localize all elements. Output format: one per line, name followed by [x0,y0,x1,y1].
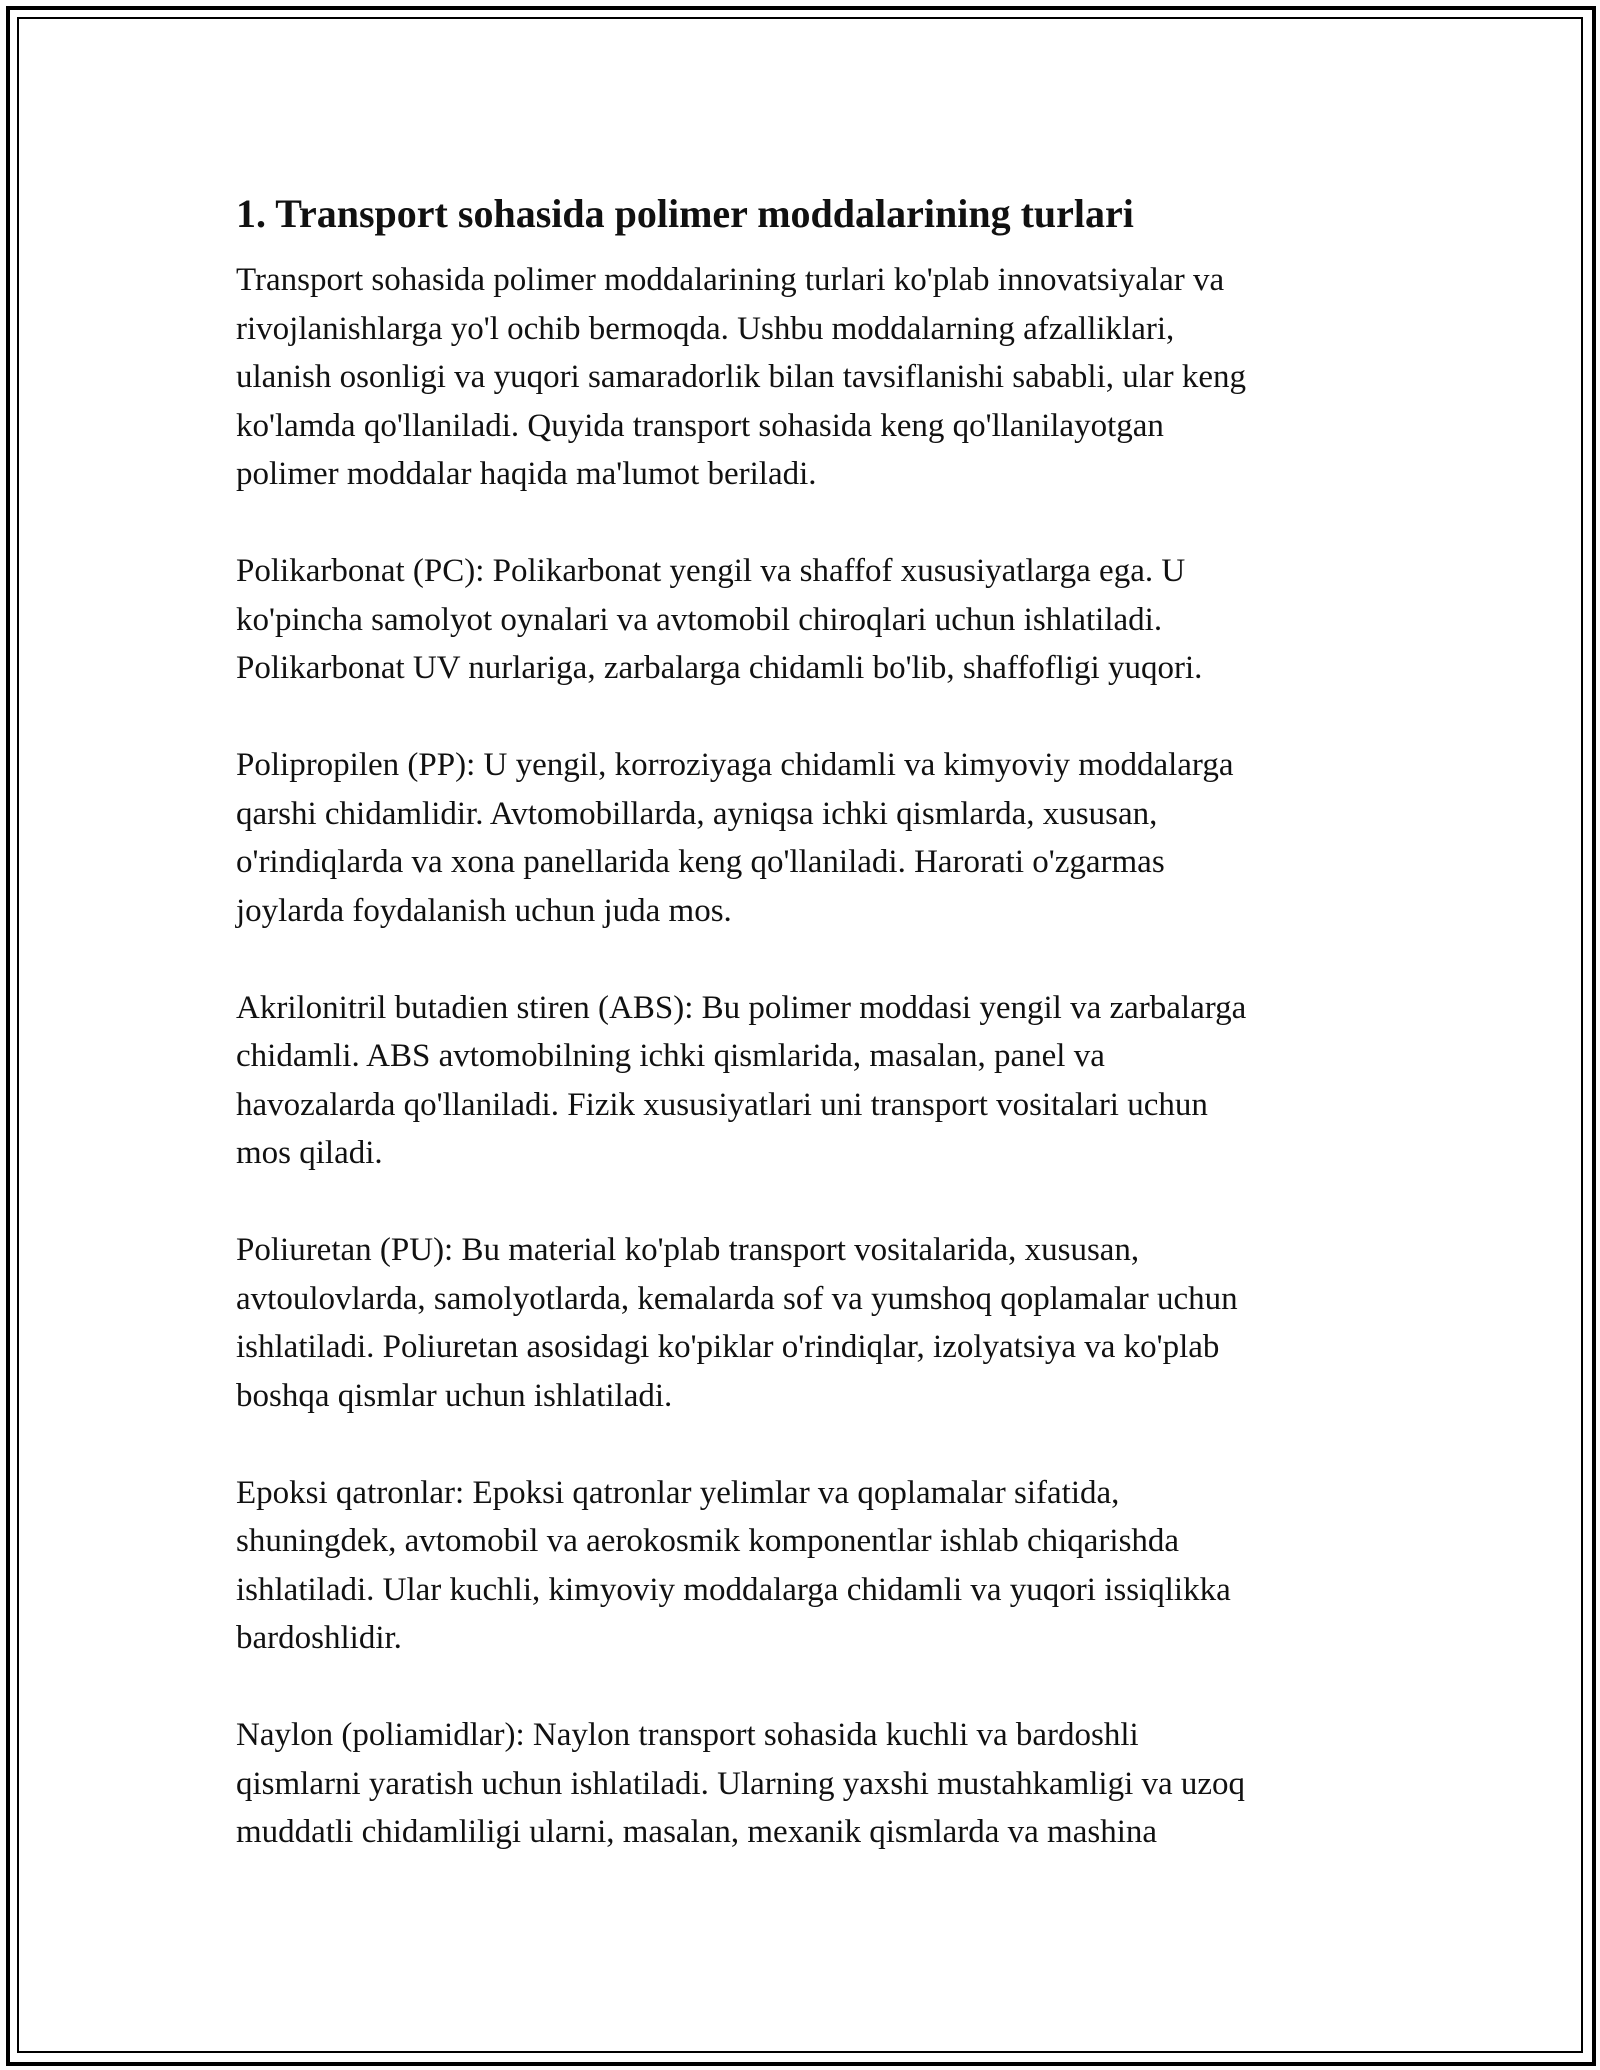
text-line: ko'lamda qo'llaniladi. Quyida transport sohasida keng qo'llanilayotgan [236,407,1164,444]
text-line: Poliuretan (PU): Bu material ko'plab transport vositalarida, xususan, [236,1232,1140,1268]
text-line: boshqa qismlar uchun ishlatiladi. [236,1377,673,1414]
text-line: o'rindiqlarda va xona panellarida keng qo'llaniladi. Harorati o'zgarmas [236,844,1165,880]
text-line: Akrilonitril butadien stiren (ABS): Bu polimer moddasi yengil va zarbalarga [236,989,1247,1026]
text-line: ishlatiladi. Poliuretan asosidagi ko'piklar o'rindiqlar, izolyatsiya va ko'plab [236,1329,1220,1365]
text-line: shuningdek, avtomobil va aerokosmik komponentlar ishlab chiqarishda [236,1523,1180,1559]
text-line: Polikarbonat UV nurlariga, zarbalarga chidamli bo'lib, shaffofligi yuqori. [236,650,1203,686]
document-body [236,184,1376,1905]
text-line: Polikarbonat (PC): Polikarbonat yengil va shaffof xususiyatlarga ega. U [236,553,1186,589]
paragraph-intro [236,256,1376,499]
text-line: qismlarni yaratish uchun ishlatiladi. Ularning yaxshi mustahkamligi va uzoq [236,1765,1246,1802]
text-line: bardoshlidir. [236,1620,402,1656]
text-line: Transport sohasida polimer moddalarining turlari ko'plab innovatsiyalar va [236,262,1225,298]
text-line: ishlatiladi. Ular kuchli, kimyoviy moddalarga chidamli va yuqori issiqlikka [236,1571,1231,1608]
text-line: joylarda foydalanish uchun juda mos. [236,892,732,929]
paragraph-abs [236,984,1376,1178]
section-title: 1. Transport sohasida polimer moddalarining turlari [236,191,1134,236]
text-line: havozalarda qo'llaniladi. Fizik xususiyatlari uni transport vositalari uchun [236,1086,1208,1123]
text-line: polimer moddalar haqida ma'lumot beriladi. [236,456,817,492]
text-line: avtoulovlarda, samolyotlarda, kemalarda sof va yumshoq qoplamalar uchun [236,1280,1238,1317]
text-line: Polipropilen (PP): U yengil, korroziyaga chidamli va kimyoviy moddalarga [236,747,1234,783]
text-line: mos qiladi. [236,1135,383,1171]
text-line: rivojlanishlarga yo'l ochib bermoqda. Ushbu moddalarning afzalliklari, [236,310,1175,347]
paragraph-polipropilen [236,741,1376,935]
paragraph-poliuretan [236,1226,1376,1420]
text-line: ko'pincha samolyot oynalari va avtomobil chiroqlari uchun ishlatiladi. [236,601,1163,638]
text-line: ulanish osonligi va yuqori samaradorlik bilan tavsiflanishi sababli, ular keng [236,359,1246,395]
text-line: Epoksi qatronlar: Epoksi qatronlar yelimlar va qoplamalar sifatida, [236,1474,1120,1511]
paragraph-polikarbonat [236,547,1376,693]
text-line: Naylon (poliamidlar): Naylon transport sohasida kuchli va bardoshli [236,1717,1139,1753]
text-line: qarshi chidamlidir. Avtomobillarda, ayniqsa ichki qismlarda, xususan, [236,795,1158,832]
text-line: chidamli. ABS avtomobilning ichki qismlarida, masalan, panel va [236,1038,1105,1074]
paragraph-epoksi [236,1469,1376,1663]
paragraph-naylon [236,1711,1376,1857]
text-line: muddatli chidamliligi ularni, masalan, mexanik qismlarda va mashina [236,1814,1158,1850]
